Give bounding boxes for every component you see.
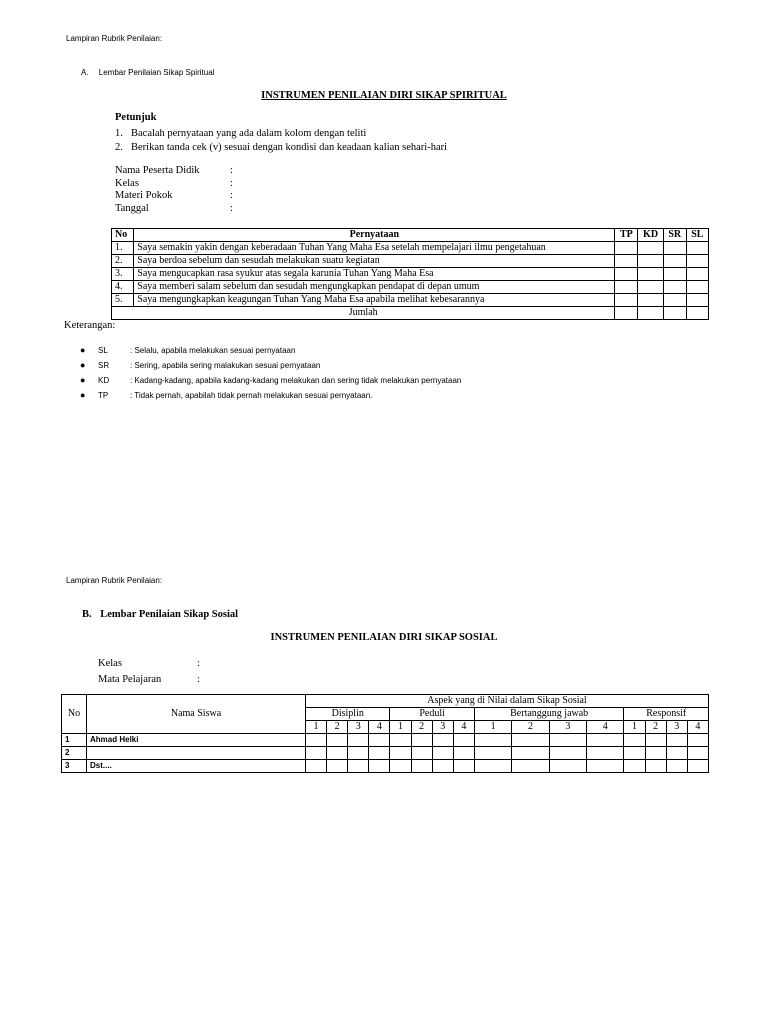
score-label: 1: [474, 721, 511, 734]
score-cell[interactable]: [369, 760, 390, 773]
score-cell[interactable]: [474, 734, 511, 747]
col-tp: TP: [615, 229, 638, 242]
score-cell[interactable]: [645, 734, 666, 747]
score-cell[interactable]: [327, 760, 348, 773]
row-statement: Saya semakin yakin dengan keberadaan Tuhan Yang Maha Esa setelah mempelajari ilmu pengetahuan: [134, 242, 615, 255]
header-lampiran-b: Lampiran Rubrik Penilaian:: [66, 576, 163, 585]
score-cell[interactable]: [474, 760, 511, 773]
score-cell[interactable]: [645, 747, 666, 760]
score-cell[interactable]: [512, 760, 549, 773]
petunjuk-item: 2. Berikan tanda cek (v) sesuai dengan kondisi dan keadaan kalian sehari-hari: [115, 142, 448, 153]
score-cell[interactable]: [306, 747, 327, 760]
score-label: 4: [369, 721, 390, 734]
row-no: 4.: [112, 281, 134, 294]
score-cell[interactable]: [587, 760, 624, 773]
title-spiritual: INSTRUMEN PENILAIAN DIRI SIKAP SPIRITUAL: [261, 90, 507, 101]
row-no: 5.: [112, 294, 134, 307]
spiritual-table: [111, 228, 709, 320]
field-kelas: Kelas :: [115, 177, 233, 189]
section-a-letter: A.: [81, 68, 89, 77]
score-cell[interactable]: [624, 747, 645, 760]
total-cell-sr[interactable]: [663, 307, 686, 320]
score-label: 2: [512, 721, 549, 734]
score-cell[interactable]: [645, 760, 666, 773]
bullet-icon: ●: [80, 375, 86, 385]
score-cell[interactable]: [549, 760, 586, 773]
check-cell-sr[interactable]: [663, 255, 686, 268]
check-cell-tp[interactable]: [615, 281, 638, 294]
list-item: ● KD : Kadang-kadang, apabila kadang-kadang melakukan dan sering tidak melakukan pernyataan: [80, 373, 461, 388]
check-cell-sl[interactable]: [686, 281, 708, 294]
check-cell-sr[interactable]: [663, 294, 686, 307]
table-row: [62, 760, 709, 773]
table-row: [112, 268, 709, 281]
score-cell[interactable]: [411, 760, 432, 773]
title-sosial: INSTRUMEN PENILAIAN DIRI SIKAP SOSIAL: [270, 632, 498, 643]
score-cell[interactable]: [453, 734, 474, 747]
check-cell-sl[interactable]: [686, 268, 708, 281]
table-row: [112, 281, 709, 294]
col-no: No: [62, 695, 87, 734]
table-row: [62, 747, 709, 760]
score-cell[interactable]: [432, 747, 453, 760]
row-no: 3.: [112, 268, 134, 281]
score-cell[interactable]: [512, 747, 549, 760]
header-lampiran-a: Lampiran Rubrik Penilaian:: [66, 34, 163, 43]
check-cell-tp[interactable]: [615, 255, 638, 268]
petunjuk-item: 1. Bacalah pernyataan yang ada dalam kolom dengan teliti: [115, 128, 367, 139]
score-cell[interactable]: [432, 734, 453, 747]
section-b-heading: [82, 609, 238, 620]
field-materi: Materi Pokok :: [115, 190, 233, 202]
sosial-table: [61, 694, 709, 773]
score-cell[interactable]: [587, 747, 624, 760]
score-cell[interactable]: [474, 747, 511, 760]
col-nama: Nama Siswa: [87, 695, 306, 734]
check-cell-tp[interactable]: [615, 242, 638, 255]
check-cell-sr[interactable]: [663, 268, 686, 281]
header-row-1: [62, 695, 709, 708]
score-cell[interactable]: [666, 760, 687, 773]
score-cell[interactable]: [348, 734, 369, 747]
row-statement: Saya mengucapkan rasa syukur atas segala karunia Tuhan Yang Maha Esa: [134, 268, 615, 281]
total-cell-sl[interactable]: [686, 307, 708, 320]
score-label: 4: [687, 721, 708, 734]
petunjuk-label: Petunjuk: [115, 112, 157, 123]
score-label: 3: [348, 721, 369, 734]
check-cell-kd[interactable]: [638, 281, 663, 294]
check-cell-tp[interactable]: [615, 268, 638, 281]
row-no: 1: [62, 734, 87, 747]
score-cell[interactable]: [369, 747, 390, 760]
keterangan-label: Keterangan:: [64, 320, 116, 331]
col-pernyataan: Pernyataan: [134, 229, 615, 242]
score-cell[interactable]: [687, 747, 708, 760]
section-a-heading: [81, 68, 214, 77]
row-no: 3: [62, 760, 87, 773]
aspect-header: Aspek yang di Nilai dalam Sikap Sosial: [306, 695, 709, 708]
score-cell[interactable]: [327, 747, 348, 760]
score-cell[interactable]: [687, 734, 708, 747]
row-statement: Saya berdoa sebelum dan sesudah melakukan suatu kegiatan: [134, 255, 615, 268]
table-row: [112, 255, 709, 268]
score-cell[interactable]: [306, 760, 327, 773]
field-mapel: Mata Pelajaran :: [98, 674, 200, 685]
check-cell-sr[interactable]: [663, 281, 686, 294]
petunjuk-list: [115, 127, 447, 155]
row-no: 2: [62, 747, 87, 760]
list-item: ● SL : Selalu, apabila melakukan sesuai pernyataan: [80, 343, 461, 358]
list-item: ● TP : Tidak pernah, apabilah tidak pernah melakukan sesuai pernyataan.: [80, 388, 461, 403]
score-cell[interactable]: [432, 760, 453, 773]
row-no: 2.: [112, 255, 134, 268]
check-cell-sr[interactable]: [663, 242, 686, 255]
score-label: 2: [411, 721, 432, 734]
table-header-row: [112, 229, 709, 242]
score-cell[interactable]: [624, 734, 645, 747]
aspect-peduli: Peduli: [390, 708, 474, 721]
score-label: 2: [327, 721, 348, 734]
total-label: Jumlah: [112, 307, 615, 320]
check-cell-tp[interactable]: [615, 294, 638, 307]
score-cell[interactable]: [549, 747, 586, 760]
score-cell[interactable]: [390, 734, 411, 747]
bullet-icon: ●: [80, 345, 86, 355]
score-cell[interactable]: [369, 734, 390, 747]
score-cell[interactable]: [411, 747, 432, 760]
total-row: [112, 307, 709, 320]
score-cell[interactable]: [390, 747, 411, 760]
student-name: Ahmad Helki: [87, 734, 306, 747]
score-label: 4: [453, 721, 474, 734]
section-b-subtitle: Lembar Penilaian Sikap Sosial: [100, 609, 239, 620]
score-label: 1: [624, 721, 645, 734]
score-cell[interactable]: [306, 734, 327, 747]
score-cell[interactable]: [512, 734, 549, 747]
aspect-tanggung-jawab: Bertanggung jawab: [474, 708, 624, 721]
student-name: [87, 747, 306, 760]
score-label: 1: [306, 721, 327, 734]
row-statement: Saya mengungkapkan keagungan Tuhan Yang Maha Esa apabila melihat kebesarannya: [134, 294, 615, 307]
keterangan-list: [80, 343, 461, 403]
table-row: [112, 242, 709, 255]
col-no: No: [112, 229, 134, 242]
field-nama: Nama Peserta Didik :: [115, 165, 233, 176]
list-item: ● SR : Sering, apabila sering malakukan sesuai pernyataan: [80, 358, 461, 373]
score-cell[interactable]: [549, 734, 586, 747]
score-label: 1: [390, 721, 411, 734]
score-cell[interactable]: [348, 760, 369, 773]
score-label: 3: [432, 721, 453, 734]
score-cell[interactable]: [411, 734, 432, 747]
bullet-icon: ●: [80, 390, 86, 400]
col-kd: KD: [638, 229, 663, 242]
section-b-letter: B.: [82, 609, 92, 620]
field-kelas: Kelas :: [98, 658, 200, 669]
table-row: [112, 294, 709, 307]
check-cell-sl[interactable]: [686, 242, 708, 255]
score-cell[interactable]: [666, 747, 687, 760]
score-cell[interactable]: [687, 760, 708, 773]
score-label: 3: [549, 721, 586, 734]
identity-fields: [115, 165, 233, 216]
score-label: 2: [645, 721, 666, 734]
score-cell[interactable]: [348, 747, 369, 760]
score-cell[interactable]: [666, 734, 687, 747]
row-no: 1.: [112, 242, 134, 255]
total-cell-kd[interactable]: [638, 307, 663, 320]
check-cell-sl[interactable]: [686, 294, 708, 307]
score-cell[interactable]: [624, 760, 645, 773]
table-row: [62, 734, 709, 747]
check-cell-kd[interactable]: [638, 294, 663, 307]
score-label: 4: [587, 721, 624, 734]
aspect-responsif: Responsif: [624, 708, 709, 721]
check-cell-kd[interactable]: [638, 268, 663, 281]
col-sl: SL: [686, 229, 708, 242]
field-tanggal: Tanggal :: [115, 203, 233, 215]
total-cell-tp[interactable]: [615, 307, 638, 320]
row-statement: Saya memberi salam sebelum dan sesudah mengungkapkan pendapat di depan umum: [134, 281, 615, 294]
score-cell[interactable]: [327, 734, 348, 747]
bullet-icon: ●: [80, 360, 86, 370]
check-cell-kd[interactable]: [638, 255, 663, 268]
section-a-subtitle: Lembar Penilaian Sikap Spiritual: [98, 68, 215, 77]
check-cell-sl[interactable]: [686, 255, 708, 268]
score-cell[interactable]: [587, 734, 624, 747]
sosial-fields: [98, 656, 200, 688]
student-name: Dst....: [87, 760, 306, 773]
check-cell-kd[interactable]: [638, 242, 663, 255]
aspect-disiplin: Disiplin: [306, 708, 390, 721]
score-cell[interactable]: [453, 747, 474, 760]
col-sr: SR: [663, 229, 686, 242]
score-cell[interactable]: [453, 760, 474, 773]
score-label: 3: [666, 721, 687, 734]
score-cell[interactable]: [390, 760, 411, 773]
